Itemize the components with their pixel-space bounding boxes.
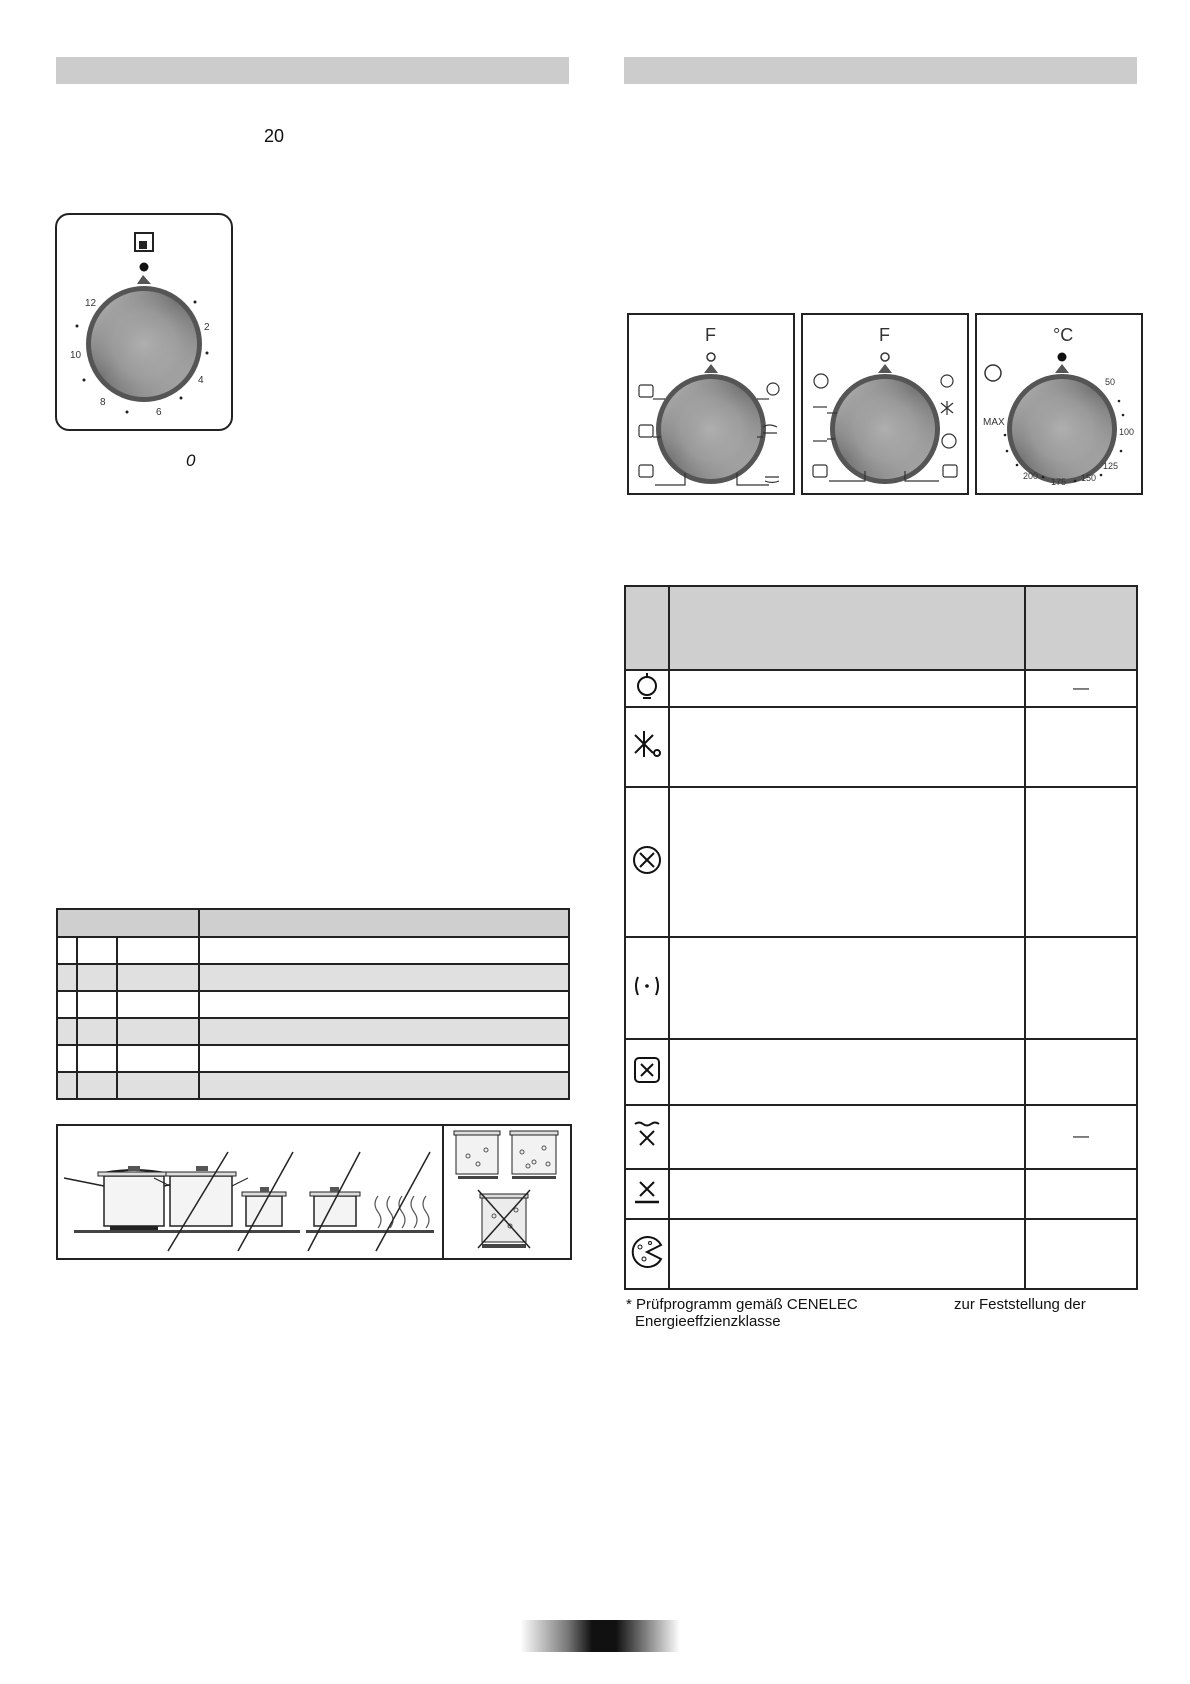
row-value <box>1025 937 1137 1039</box>
pot-crossed-icon-2 <box>236 1152 300 1251</box>
timer-minutes-text: 20 <box>264 126 285 146</box>
section-header-bar-right <box>624 57 1137 84</box>
knob-label-f-1: F <box>705 325 716 345</box>
table-row <box>625 1169 1137 1219</box>
timer-mark-2: 2 <box>204 322 210 333</box>
knob-label-f-2: F <box>879 325 890 345</box>
lamp-icon <box>632 671 662 701</box>
fan-icon <box>630 843 664 877</box>
timer-mark-4: 4 <box>198 375 204 386</box>
footnote <box>626 1297 1138 1337</box>
legend-header-cell <box>57 909 199 937</box>
temp-mark-50: 50 <box>1105 377 1116 387</box>
zero-label: 0 <box>186 451 196 470</box>
table-row <box>625 1039 1137 1105</box>
legend-header-cell <box>199 909 569 937</box>
row-value <box>1025 1219 1137 1289</box>
grill-fan-icon <box>631 1119 663 1151</box>
timer-knob-drawing <box>57 215 231 429</box>
bottom-heat-icon <box>632 971 662 1001</box>
function-table-header-icon <box>625 586 669 670</box>
boiling-pot-crossed-icon <box>478 1190 530 1248</box>
boiling-pot-icon-1 <box>454 1131 500 1179</box>
legend-table <box>56 908 570 1100</box>
heat-waves-crossed-icon <box>370 1152 434 1251</box>
cookware-illustration <box>56 1124 572 1260</box>
temp-mark-125: 125 <box>1103 461 1119 471</box>
timer-mark-8: 8 <box>100 397 106 408</box>
temp-mark-100: 100 <box>1119 427 1135 437</box>
table-row <box>625 707 1137 787</box>
function-knob-panel-2 <box>801 313 969 495</box>
row-value <box>1025 707 1137 787</box>
defrost-icon <box>631 729 663 761</box>
row-value <box>1025 1169 1137 1219</box>
max-label: MAX <box>983 417 1005 428</box>
temp-mark-175: 175 <box>1051 477 1067 487</box>
temperature-knob-panel <box>975 313 1143 495</box>
temperature-unit-label: °C <box>1053 325 1074 345</box>
timer-mark-6: 6 <box>156 407 162 418</box>
temp-mark-200: 200 <box>1023 471 1039 481</box>
row-value: — <box>1025 1105 1137 1169</box>
table-row <box>625 1219 1137 1289</box>
timer-square-icon <box>135 233 153 251</box>
page-number-tab <box>520 1620 680 1652</box>
timer-knob-panel <box>55 213 233 431</box>
timer-mark-12: 12 <box>85 298 97 309</box>
table-row <box>625 787 1137 937</box>
pizza-icon <box>630 1235 664 1269</box>
footnote-line2: Energieeffzienzklasse <box>635 1313 781 1330</box>
pot-crossed-icon-1 <box>154 1152 250 1251</box>
table-row <box>625 937 1137 1039</box>
function-table-header-description <box>669 586 1025 670</box>
table-row <box>625 1105 1137 1169</box>
table-row <box>625 670 1137 707</box>
pot-crossed-icon-3 <box>306 1152 370 1251</box>
function-knob-panel-1 <box>627 313 795 495</box>
temp-mark-150: 150 <box>1081 473 1097 483</box>
function-table-header-value <box>1025 586 1137 670</box>
row-value <box>1025 1039 1137 1105</box>
row-value <box>1025 787 1137 937</box>
fan-grill-icon <box>631 1054 663 1086</box>
timer-mark-10: 10 <box>70 350 82 361</box>
footnote-line1-b: zur Feststellung der <box>954 1296 1086 1313</box>
row-value: — <box>1025 670 1137 707</box>
boiling-pot-icon-2 <box>510 1131 558 1179</box>
function-table <box>624 585 1138 1290</box>
section-header-bar-left <box>56 57 569 84</box>
bottom-fan-icon <box>631 1176 663 1208</box>
footnote-line1-a: * Prüfprogramm gemäß CENELEC <box>626 1296 858 1313</box>
